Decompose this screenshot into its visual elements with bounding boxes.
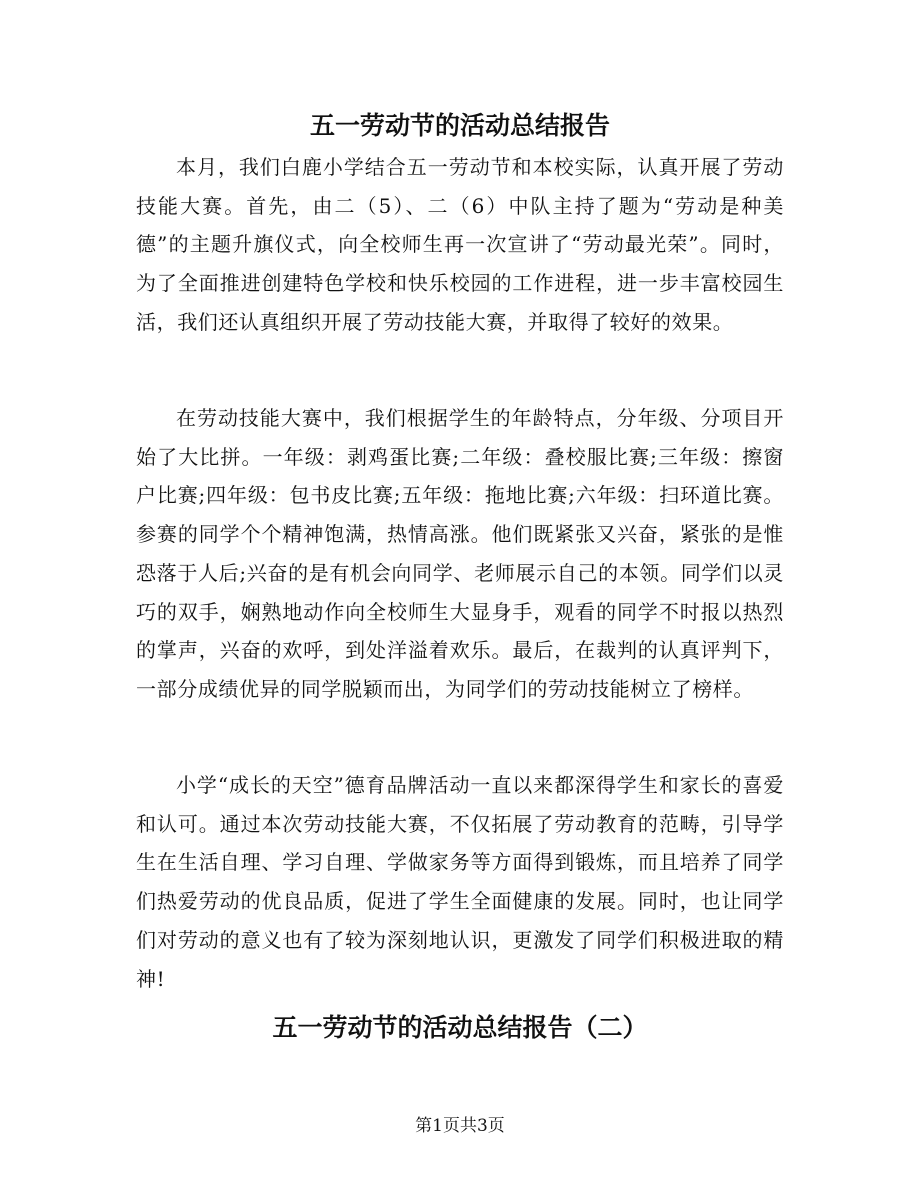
body-paragraph: 本月，我们白鹿小学结合五一劳动节和本校实际，认真开展了劳动技能大赛。首先，由二（5）、二（6）中队主持了题为“劳动是种美德”的主题升旗仪式，向全校师生再一次宣讲了“劳动最光荣”。同时，为了全面推进创建特色学校和快乐校园的工作进程，进一步丰富校园生活，我们还认真组织开展了劳动技能大赛，并取得了较好的效果。	[136, 155, 784, 334]
page-number: 第1页共3页	[415, 1116, 505, 1136]
document-title: 五一劳动节的活动总结报告	[309, 111, 610, 140]
body-paragraph: 在劳动技能大赛中，我们根据学生的年龄特点，分年级、分项目开始了大比拼。一年级：剥鸡蛋比赛;二年级：叠校服比赛;三年级：擦窗户比赛;四年级：包书皮比赛;五年级：拖地比赛;六年级：扫环道比赛。参赛的同学个个精神饱满，热情高涨。他们既紧张又兴奋，紧张的是惟恐落于人后;兴奋的是有机会向同学、老师展示自己的本领。同学们以灵巧的双手，娴熟地动作向全校师生大显身手，观看的同学不时报以热烈的掌声，兴奋的欢呼，到处洋溢着欢乐。最后，在裁判的认真评判下，一部分成绩优异的同学脱颖而出，为同学们的劳动技能树立了榜样。	[136, 406, 784, 701]
body-paragraph: 小学“成长的天空”德育品牌活动一直以来都深得学生和家长的喜爱和认可。通过本次劳动技能大赛，不仅拓展了劳动教育的范畴，引导学生在生活自理、学习自理、学做家务等方面得到锻炼，而且培养了同学们热爱劳动的优良品质，促进了学生全面健康的发展。同时，也让同学们对劳动的意义也有了较为深刻地认识，更激发了同学们积极进取的精神!	[136, 773, 784, 991]
section-title: 五一劳动节的活动总结报告（二）	[272, 1013, 648, 1042]
